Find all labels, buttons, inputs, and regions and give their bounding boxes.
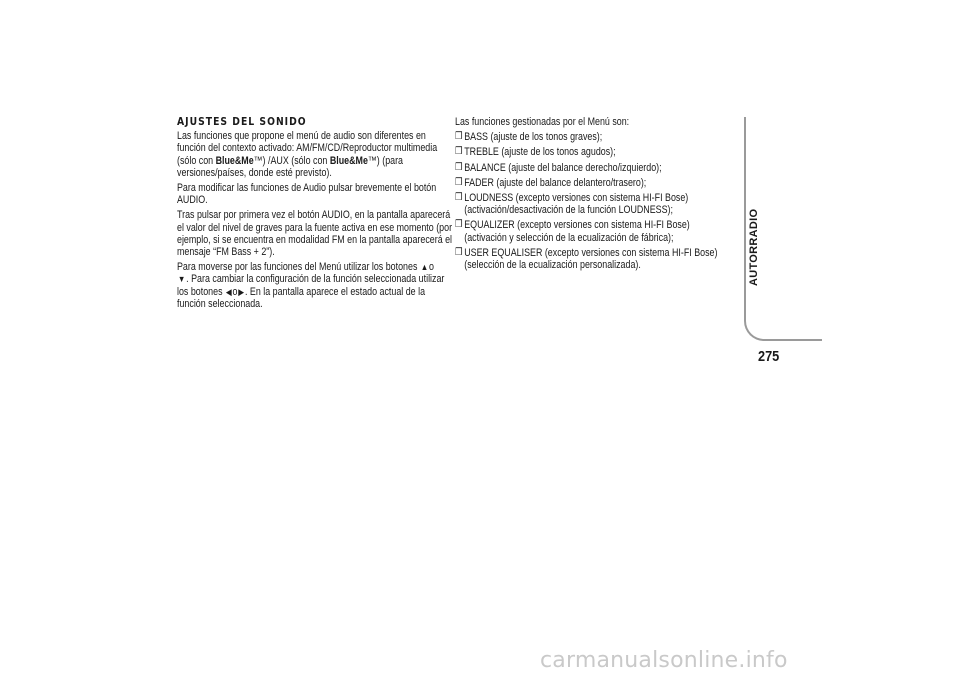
checkbox-bullet-icon: ❒	[455, 192, 463, 204]
p4-text-e: . En la pantalla aparece el estado actual de la función seleccionada.	[177, 285, 426, 310]
list-item-text: USER EQUALISER (excepto versiones con sistema HI-FI Bose) (selección de la ecualización personalizada).	[464, 246, 718, 272]
list-item	[455, 162, 725, 174]
list-item-text: LOUDNESS (excepto versiones con sistema HI-FI Bose) (activación/desactivación de la función LOUDNESS);	[464, 192, 689, 217]
checkbox-bullet-icon: ❒	[455, 219, 463, 231]
functions-intro: Las funciones gestionadas por el Menú son:	[455, 116, 630, 128]
checkbox-bullet-icon: ❒	[455, 176, 463, 188]
list-item	[455, 131, 725, 143]
list-item	[455, 146, 725, 158]
list-item	[455, 219, 725, 243]
checkbox-bullet-icon: ❒	[455, 161, 463, 173]
p1-text-a: Las funciones que propone el menú de audio son diferentes en función del contexto activado: AM/FM/CD/Reproductor multimedia (sólo con	[177, 130, 438, 167]
right-arrow-icon: ▶	[238, 286, 245, 297]
p4-text-a: Para moverse por las funciones del Menú utilizar los botones	[177, 261, 420, 274]
list-item-text: EQUALIZER (excepto versiones con sistema HI-FI Bose) (activación y selección de la ecualización de fábrica);	[464, 219, 690, 244]
brand-blueme-1: Blue&Me	[215, 154, 254, 167]
list-item-text: BALANCE (ajuste del balance derecho/izquierdo);	[464, 161, 662, 174]
chapter-tab-label: AUTORRADIO	[748, 208, 760, 286]
list-item-text: TREBLE (ajuste de los tonos agudos);	[464, 146, 616, 159]
paragraph-audio-button: Para modificar las funciones de Audio pulsar brevemente el botón AUDIO.	[177, 182, 437, 207]
checkbox-bullet-icon: ❒	[455, 146, 463, 158]
list-item	[455, 247, 725, 271]
watermark: carmanualsonline.info	[540, 648, 788, 673]
paragraph-first-press: Tras pulsar por primera vez el botón AUDIO, en la pantalla aparecerá el valor del nivel de graves para la fuente activa en ese momento (por ejemplo, si se encuentra en modalidad FM en la pantalla aparecerá el mensaje “FM Bass + 2”).	[177, 209, 453, 259]
page-number: 275	[758, 348, 780, 365]
left-arrow-icon: ◀	[225, 286, 232, 297]
list-item	[455, 177, 725, 189]
down-arrow-icon: ▼	[177, 274, 186, 285]
left-column	[177, 116, 454, 313]
up-arrow-icon: ▲	[420, 262, 429, 273]
checkbox-bullet-icon: ❒	[455, 246, 463, 258]
p4-text-c: . Para cambiar la configuración de la función seleccionada utilizar los botones	[177, 273, 445, 298]
paragraph-navigation	[177, 261, 454, 310]
p4-text-d: o	[232, 285, 238, 298]
p1-text-c: ™) (para versiones/países, donde esté previsto).	[177, 154, 404, 179]
right-column	[455, 116, 725, 274]
list-item-text: FADER (ajuste del balance delantero/trasero);	[464, 176, 647, 189]
list-item-text: BASS (ajuste de los tonos graves);	[464, 131, 603, 144]
section-heading: AJUSTES DEL SONIDO	[177, 115, 307, 128]
brand-blueme-2: Blue&Me	[329, 154, 368, 167]
checkbox-bullet-icon: ❒	[455, 131, 463, 143]
paragraph-audio-menu	[177, 130, 454, 179]
p4-text-b: o	[429, 261, 435, 274]
list-item	[455, 192, 725, 216]
p1-text-b: ™) /AUX (sólo con	[253, 154, 330, 167]
